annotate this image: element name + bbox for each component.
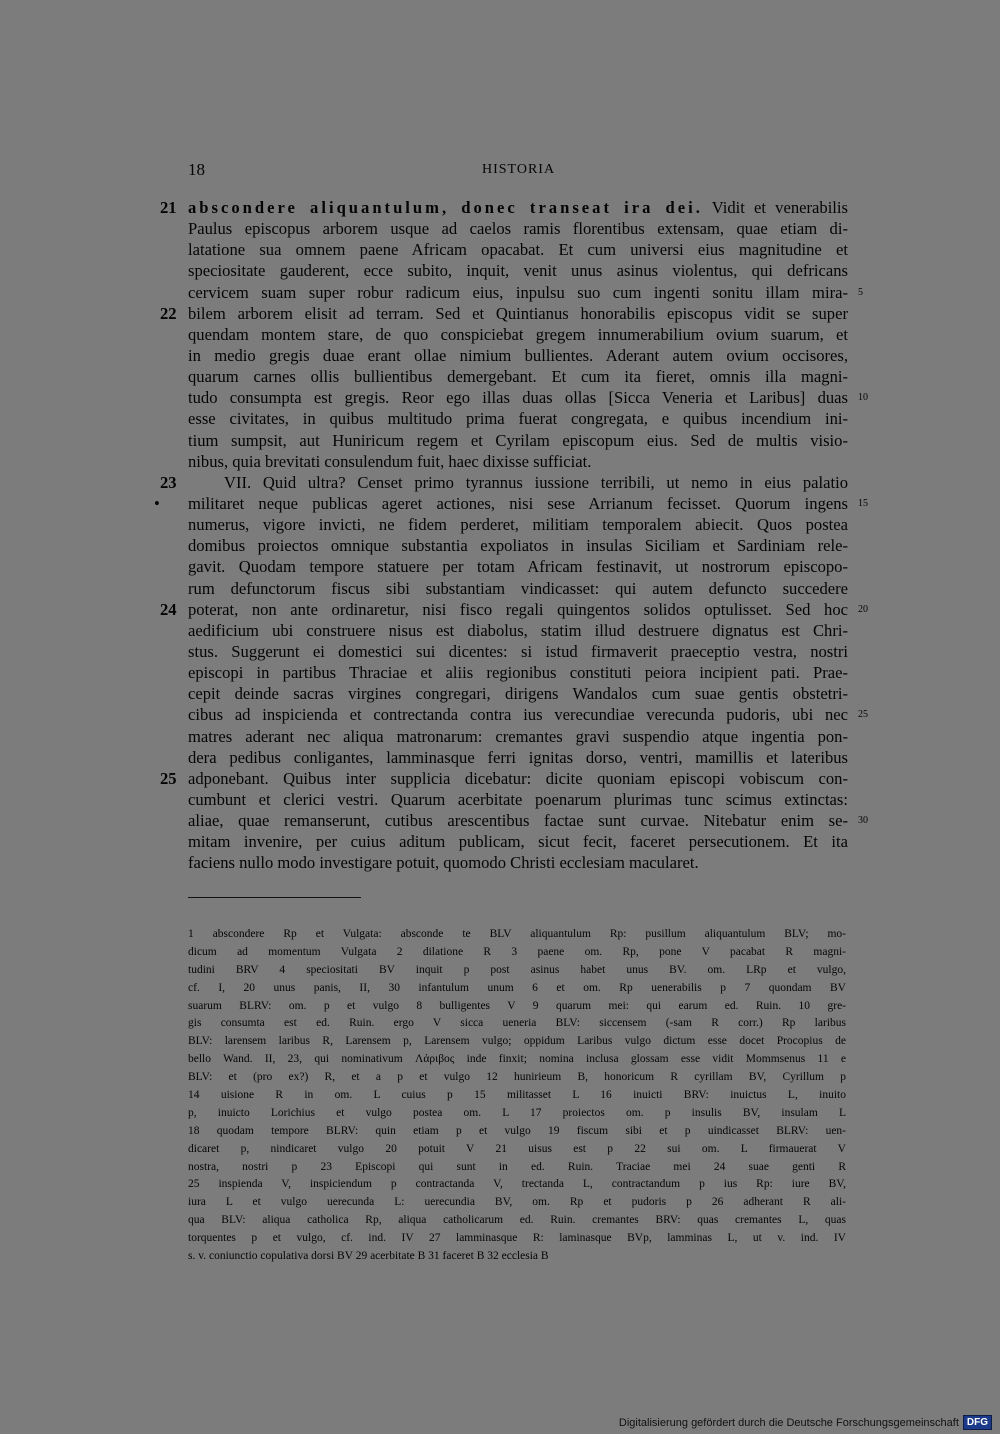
line-text bbox=[188, 556, 848, 577]
line-body: mitam invenire, per cuius aditum publicam, sicut fecit, faceret persecutionem. Et ita bbox=[188, 832, 848, 852]
line-body: cumbunt et clerici vestri. Quarum acerbitate poenarum plurimas tunc scimus extinctas: bbox=[188, 789, 848, 809]
chapter-number: 25 bbox=[160, 768, 177, 788]
footnote-line: cf. I, 20 unus panis, II, 30 infantulum unum 6 et om. Rp uenerabilis p 7 quondam BV bbox=[188, 981, 846, 994]
line-body: aliae, quae remanserunt, cutibus arescentibus factae sunt curvae. Nitebatur enim se- bbox=[188, 811, 848, 831]
chapter-number: 21 bbox=[160, 198, 177, 217]
footnote-line: qua BLV: aliqua catholica Rp, aliqua catholicarum ed. Ruin. cremantes BRV: quas cremantes L, quas bbox=[188, 1214, 846, 1227]
footnote-line: iura L et vulgo uerecunda L: uerecundia BV, om. Rp et pudoris p 26 adherant R ali- bbox=[188, 1196, 846, 1209]
line-text bbox=[188, 662, 848, 683]
line-body: militaret neque publicas ageret actiones, nisi sese Arrianum fecisset. Quorum ingens bbox=[188, 493, 848, 513]
line-number: 25 bbox=[858, 709, 868, 721]
text-line bbox=[188, 556, 848, 577]
line-body: cervicem suam super robur radicum eius, inpulsu suo cum ingenti sonitu illam mira- bbox=[188, 282, 848, 302]
text-line bbox=[188, 535, 848, 556]
spaced-lemma: abscondere aliquantulum, donec transeat ira dei. bbox=[188, 198, 703, 217]
line-body: bilem arborem elisit ad terram. Sed et Quintianus honorabilis episcopus vidit se super bbox=[188, 303, 848, 323]
line-body: cepit deinde sacras virgines congregari, dirigens Wandalos cum suae gentis obstetri- bbox=[188, 684, 848, 704]
line-number: 15 bbox=[858, 497, 868, 509]
text-line bbox=[188, 239, 848, 260]
line-text bbox=[188, 430, 848, 451]
text-line bbox=[188, 831, 848, 852]
line-text bbox=[188, 218, 848, 239]
line-body: faciens nullo modo investigare potuit, quomodo Christi ecclesiam macularet. bbox=[188, 853, 699, 873]
text-line bbox=[160, 599, 868, 620]
footnote-line: torquentes p et vulgo, cf. ind. IV 27 lamminasque R: laminasque BVp, lamminas L, ut v. ind. IV bbox=[188, 1232, 846, 1245]
footnote-rule bbox=[188, 897, 361, 899]
line-number: 5 bbox=[858, 286, 863, 298]
line-body: dera pedibus conligantes, lamminasque ferri ignitas dorso, ventri, mamillis et lateribus bbox=[188, 747, 848, 767]
line-text bbox=[188, 260, 848, 281]
footnote-line: nostra, nostri p 23 Episcopi qui sunt in ed. Ruin. Traciae mei 24 suae genti R bbox=[188, 1160, 846, 1173]
line-body: in medio gregis duae erant ollae nimium bullientes. Aderant autem ovium occisores, bbox=[188, 345, 848, 365]
line-text bbox=[188, 514, 848, 535]
text-line bbox=[188, 218, 848, 239]
text-line bbox=[188, 366, 848, 387]
line-text bbox=[188, 535, 848, 556]
text-line bbox=[188, 726, 848, 747]
line-text bbox=[188, 282, 848, 303]
line-text bbox=[188, 683, 848, 704]
text-line bbox=[188, 430, 848, 451]
line-body: quendam montem stare, de quo conspiciebat gregem innumerabilium ovium suarum, et bbox=[188, 324, 848, 344]
line-text bbox=[188, 408, 848, 429]
line-text bbox=[188, 641, 848, 662]
line-body: tium sumpsit, aut Huniricum regem et Cyrilam episcopum eius. Sed de multis visio- bbox=[188, 430, 848, 450]
line-body: numerus, vigore invicti, ne fidem perderet, militiam temporalem abiecit. Quos postea bbox=[188, 515, 848, 535]
text-line bbox=[160, 303, 848, 324]
footnote-line: p, inuicto Lorichius et vulgo postea om. L 17 proiectos om. p insulis BV, insulam L bbox=[188, 1106, 846, 1119]
chapter-number: 23 bbox=[160, 472, 177, 492]
line-text bbox=[188, 831, 848, 852]
page-header bbox=[0, 160, 1000, 184]
text-line bbox=[188, 683, 848, 704]
text-line bbox=[160, 472, 848, 493]
line-text bbox=[188, 768, 848, 789]
line-body: cibus ad inspicienda et contrectanda contra ius verecundiae verecunda pudoris, ubi nec bbox=[188, 705, 848, 725]
page-number: 18 bbox=[188, 160, 205, 179]
chapter-number: 24 bbox=[160, 599, 177, 619]
line-body: domibus proiectos omnique substantia expoliatos in insulas Siciliam et Sardiniam rele- bbox=[188, 536, 848, 556]
line-number: 20 bbox=[858, 603, 868, 615]
line-text bbox=[188, 852, 848, 873]
credit-text: Digitalisierung gefördert durch die Deutsche Forschungsgemeinschaft bbox=[618, 1416, 959, 1429]
text-line bbox=[188, 620, 848, 641]
footnote-line: 18 quodam tempore BLRV: quin etiam p et vulgo 19 fiscum sibi et p uindicasset BLRV: uen- bbox=[188, 1124, 846, 1137]
footnote-line: 25 inspienda V, inspiciendum p contractanda V, trectanda L, contractandum p ius Rp: iure BV, bbox=[188, 1178, 846, 1191]
chapter-number: 22 bbox=[160, 303, 177, 323]
line-text bbox=[188, 387, 848, 408]
line-body: Paulus episcopus arborem usque ad caelos ramis florentibus extensam, quae etiam di- bbox=[188, 219, 848, 239]
line-text bbox=[188, 239, 848, 260]
line-body: latatione sua omnem paene Africam opacabat. Et cum universi eius magnitudine et bbox=[188, 240, 848, 260]
text-line bbox=[188, 514, 848, 535]
line-text bbox=[188, 578, 848, 599]
line-body: episcopi in partibus Thraciae et aliis regionibus constituti peiora incipient pati. Prae- bbox=[188, 663, 848, 683]
line-body: rum defunctorum fiscus sibi substantiam vindicasset: qui autem defuncto succedere bbox=[188, 578, 848, 598]
line-text bbox=[188, 747, 848, 768]
line-body: poterat, non ante ordinaretur, nisi fisco regali quingentos solidos optulisset. Sed hoc bbox=[188, 599, 848, 619]
line-number: 10 bbox=[858, 392, 868, 404]
line-text bbox=[188, 324, 848, 345]
line-body: tudo consumpta est gregis. Reor ego illas duas ollas [Sicca Veneria et Laribus] duas bbox=[188, 388, 848, 408]
text-line bbox=[188, 387, 868, 408]
text-line bbox=[188, 789, 848, 810]
text-line bbox=[154, 493, 868, 514]
line-text bbox=[188, 303, 848, 324]
text-line bbox=[188, 810, 868, 831]
text-line bbox=[188, 451, 848, 472]
margin-mark: • bbox=[154, 493, 160, 513]
line-text bbox=[188, 345, 848, 366]
line-text bbox=[188, 704, 848, 725]
text-line bbox=[188, 578, 848, 599]
line-text bbox=[188, 366, 848, 387]
dfg-logo-icon[interactable]: DFG bbox=[963, 1415, 992, 1430]
line-text bbox=[188, 726, 848, 747]
line-body: nibus, quia brevitati consulendum fuit, haec dixisse sufficiat. bbox=[188, 451, 592, 471]
credit-bar bbox=[619, 1415, 992, 1430]
footnote-line: dicaret p, nindicaret vulgo 20 potuit V 21 uisus est p 22 sui om. L firmauerat V bbox=[188, 1142, 846, 1155]
text-line bbox=[188, 641, 848, 662]
footnotes bbox=[188, 926, 846, 1266]
footnote-line: tudini BRV 4 speciositati BV inquit p post asinus habet unus BV. om. LRp et vulgo, bbox=[188, 963, 846, 976]
line-body: matres aderant nec aliqua matronarum: cremantes gravi suspendio atque ingentia pon- bbox=[188, 726, 848, 746]
line-body: adponebant. Quibus inter supplicia dicebatur: dicite quoniam episcopi vobiscum con- bbox=[188, 768, 848, 788]
text-line bbox=[188, 282, 863, 303]
text-line bbox=[188, 324, 848, 345]
footnote-line: bello Wand. II, 23, qui nominativum Λάριβος inde finxit; nomina inclusa glossam esse vidit Mommsenus 11 e bbox=[188, 1053, 846, 1066]
line-text bbox=[188, 472, 848, 493]
footnote-line: BLV: larensem laribus R, Larensem p, Larensem vulgo; oppidum Laribus vulgo dictum esse docet Procopius de bbox=[188, 1035, 846, 1048]
main-text bbox=[154, 197, 868, 874]
text-line bbox=[160, 197, 848, 218]
line-body: quarum carnes ollis bullientibus demergebant. Et cum ita fieret, omnis illa magni- bbox=[188, 367, 848, 387]
line-text bbox=[188, 620, 848, 641]
line-text bbox=[188, 197, 848, 218]
text-line bbox=[188, 345, 848, 366]
running-title: HISTORIA bbox=[482, 162, 556, 177]
footnote-line: suarum BLRV: om. p et vulgo 8 bulligentes V 9 quarum mei: qui earum ed. Ruin. 10 gre- bbox=[188, 999, 846, 1012]
line-body: esse civitates, in quibus multitudo prima fuerat congregata, e quibus incendium ini- bbox=[188, 409, 848, 429]
text-line bbox=[160, 768, 848, 789]
line-body: gavit. Quodam tempore statuere per totam Africam festinavit, ut nostrorum episcopo- bbox=[188, 557, 848, 577]
line-text bbox=[188, 599, 848, 620]
line-body: stus. Suggerunt ei domestici sui dicentes: si istud firmaverit praeceptio vestra, nostri bbox=[188, 641, 848, 661]
footnote-line: 1 abscondere Rp et Vulgata: absconde te BLV aliquantulum Rp: pusillum aliquantulum BLV; mo- bbox=[188, 928, 846, 940]
footnote-line: gis consumta est ed. Ruin. ergo V sicca ueneria BLV: siccensem (-sam R corr.) Rp laribus bbox=[188, 1017, 846, 1030]
line-text bbox=[188, 810, 848, 831]
text-line bbox=[188, 852, 848, 873]
footnote-line: dicum ad momentum Vulgata 2 dilatione R 3 paene om. Rp, pone V pacabat R magni- bbox=[188, 945, 846, 958]
text-line bbox=[188, 704, 868, 725]
footnote-line: BLV: et (pro ex?) R, et a p et vulgo 12 hunirieum B, honoricum R cyrillam BV, Cyrillum p bbox=[188, 1071, 846, 1084]
line-text bbox=[188, 451, 848, 472]
line-body: Vidit et venerabilis bbox=[702, 198, 848, 217]
line-body: speciositate gauderent, ecce subito, inquit, venit unus asinus violentus, qui defricans bbox=[188, 261, 848, 281]
footnote-line: 14 uisione R in om. L cuius p 15 militasset L 16 inuicti BRV: inuictus L, inuito bbox=[188, 1089, 846, 1102]
text-line bbox=[188, 260, 848, 281]
line-body: aedificium ubi construere nisus est diabolus, statim illud destruere dignatus est Chri- bbox=[188, 620, 848, 640]
line-text bbox=[188, 789, 848, 810]
text-line bbox=[188, 747, 848, 768]
line-text bbox=[188, 493, 848, 514]
text-line bbox=[188, 662, 848, 683]
line-body: VII. Quid ultra? Censet primo tyrannus iussione terribili, ut nemo in eius palatio bbox=[224, 472, 848, 492]
footnote-line: s. v. coniunctio copulativa dorsi BV 29 acerbitate B 31 faceret B 32 ecclesia B bbox=[188, 1250, 549, 1263]
text-line bbox=[188, 408, 848, 429]
line-number: 30 bbox=[858, 815, 868, 827]
